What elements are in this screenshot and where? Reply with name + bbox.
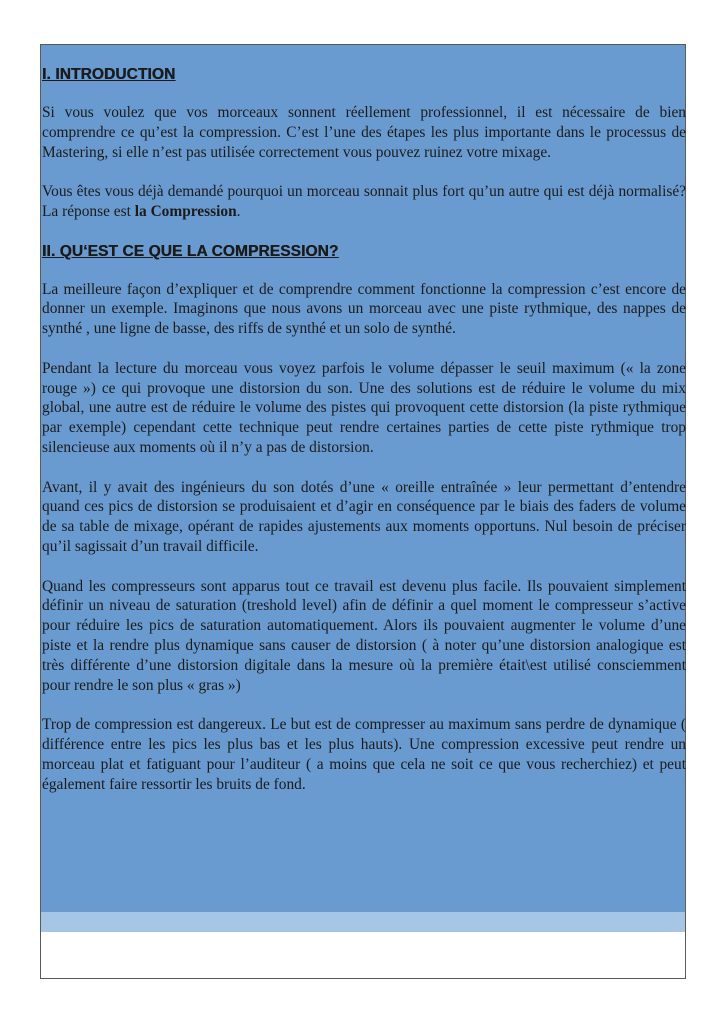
heading-what-is-compression: II. QU‘EST CE QUE LA COMPRESSION? [42, 242, 339, 260]
intro-paragraph-2-prefix: Vous êtes vous déjà demandé pourquoi un morceau sonnait plus fort qu’un autre qui est déjà normalisé? La réponse est [42, 183, 686, 220]
intro-paragraph-2-bold: la Compression [134, 202, 237, 220]
compression-paragraph-3: Avant, il y avait des ingénieurs du son dotés d’une « oreille entraînée » leur permettant d’entendre quand ces pics de distorsion se produisaient et d’agir en conséquence par le biais des faders de volume de sa table de mixage, opérant de rapides ajustements aux moments opportuns. Nul besoin de préciser qu’il sagissait d’un travail difficile. [42, 478, 686, 555]
compression-paragraph-1: La meilleure façon d’expliquer et de comprendre comment fonctionne la compression c’est encore de donner un exemple. Imaginons que nous avons un morceau avec une piste rythmique, des nappes de synthé , une ligne de basse, des riffs de synthé et un solo de synthé. [42, 280, 686, 338]
intro-paragraph-2 [42, 182, 686, 222]
page-frame [40, 44, 686, 979]
document-content [42, 65, 686, 814]
light-blue-band [41, 912, 685, 932]
compression-paragraph-5: Trop de compression est dangereux. Le but est de compresser au maximum sans perdre de dynamique ( différence entre les pics les plus bas et les plus hauts). Une compression excessive peut rendre un morceau plat et fatiguant pour l’auditeur ( a moins que cela ne soit ce que vous recherchiez) et peut également faire ressortir les bruits de fond. [42, 716, 686, 793]
intro-paragraph-1: Si vous voulez que vos morceaux sonnent réellement professionnel, il est nécessaire de bien comprendre ce qu’est la compression. C’est l’une des étapes les plus importante dans le processus de Mastering, si elle n’est pas utilisée correctement vous pouvez ruinez votre mixage. [42, 104, 686, 161]
heading-introduction: I. INTRODUCTION [42, 66, 176, 83]
compression-paragraph-4: Quand les compresseurs sont apparus tout ce travail est devenu plus facile. Ils pouvaient simplement définir un niveau de saturation (treshold level) afin de définir a quel moment le compresseur s’active pour réduire les pics de saturation automatiquement. Alors ils pouvaient augmenter le volume d’une piste et la rendre plus dynamique sans causer de distorsion ( à noter qu’une distorsion analogique est très différente d’une distorsion digitale dans la mesure où la première était\est utilisé consciemment pour rendre le son plus « gras ») [42, 577, 686, 694]
intro-paragraph-2-suffix: . [236, 202, 241, 220]
compression-paragraph-2: Pendant la lecture du morceau vous voyez parfois le volume dépasser le seuil maximum (« la zone rouge ») ce qui provoque une distorsion du son. Une des solutions est de réduire le volume du mix global, une autre est de réduire le volume des pistes qui provoquent cette distorsion (la piste rythmique par exemple) cependant cette technique peut rendre certaines parties de cette piste rythmique trop silencieuse aux moments où il n’y a pas de distorsion. [42, 359, 686, 456]
